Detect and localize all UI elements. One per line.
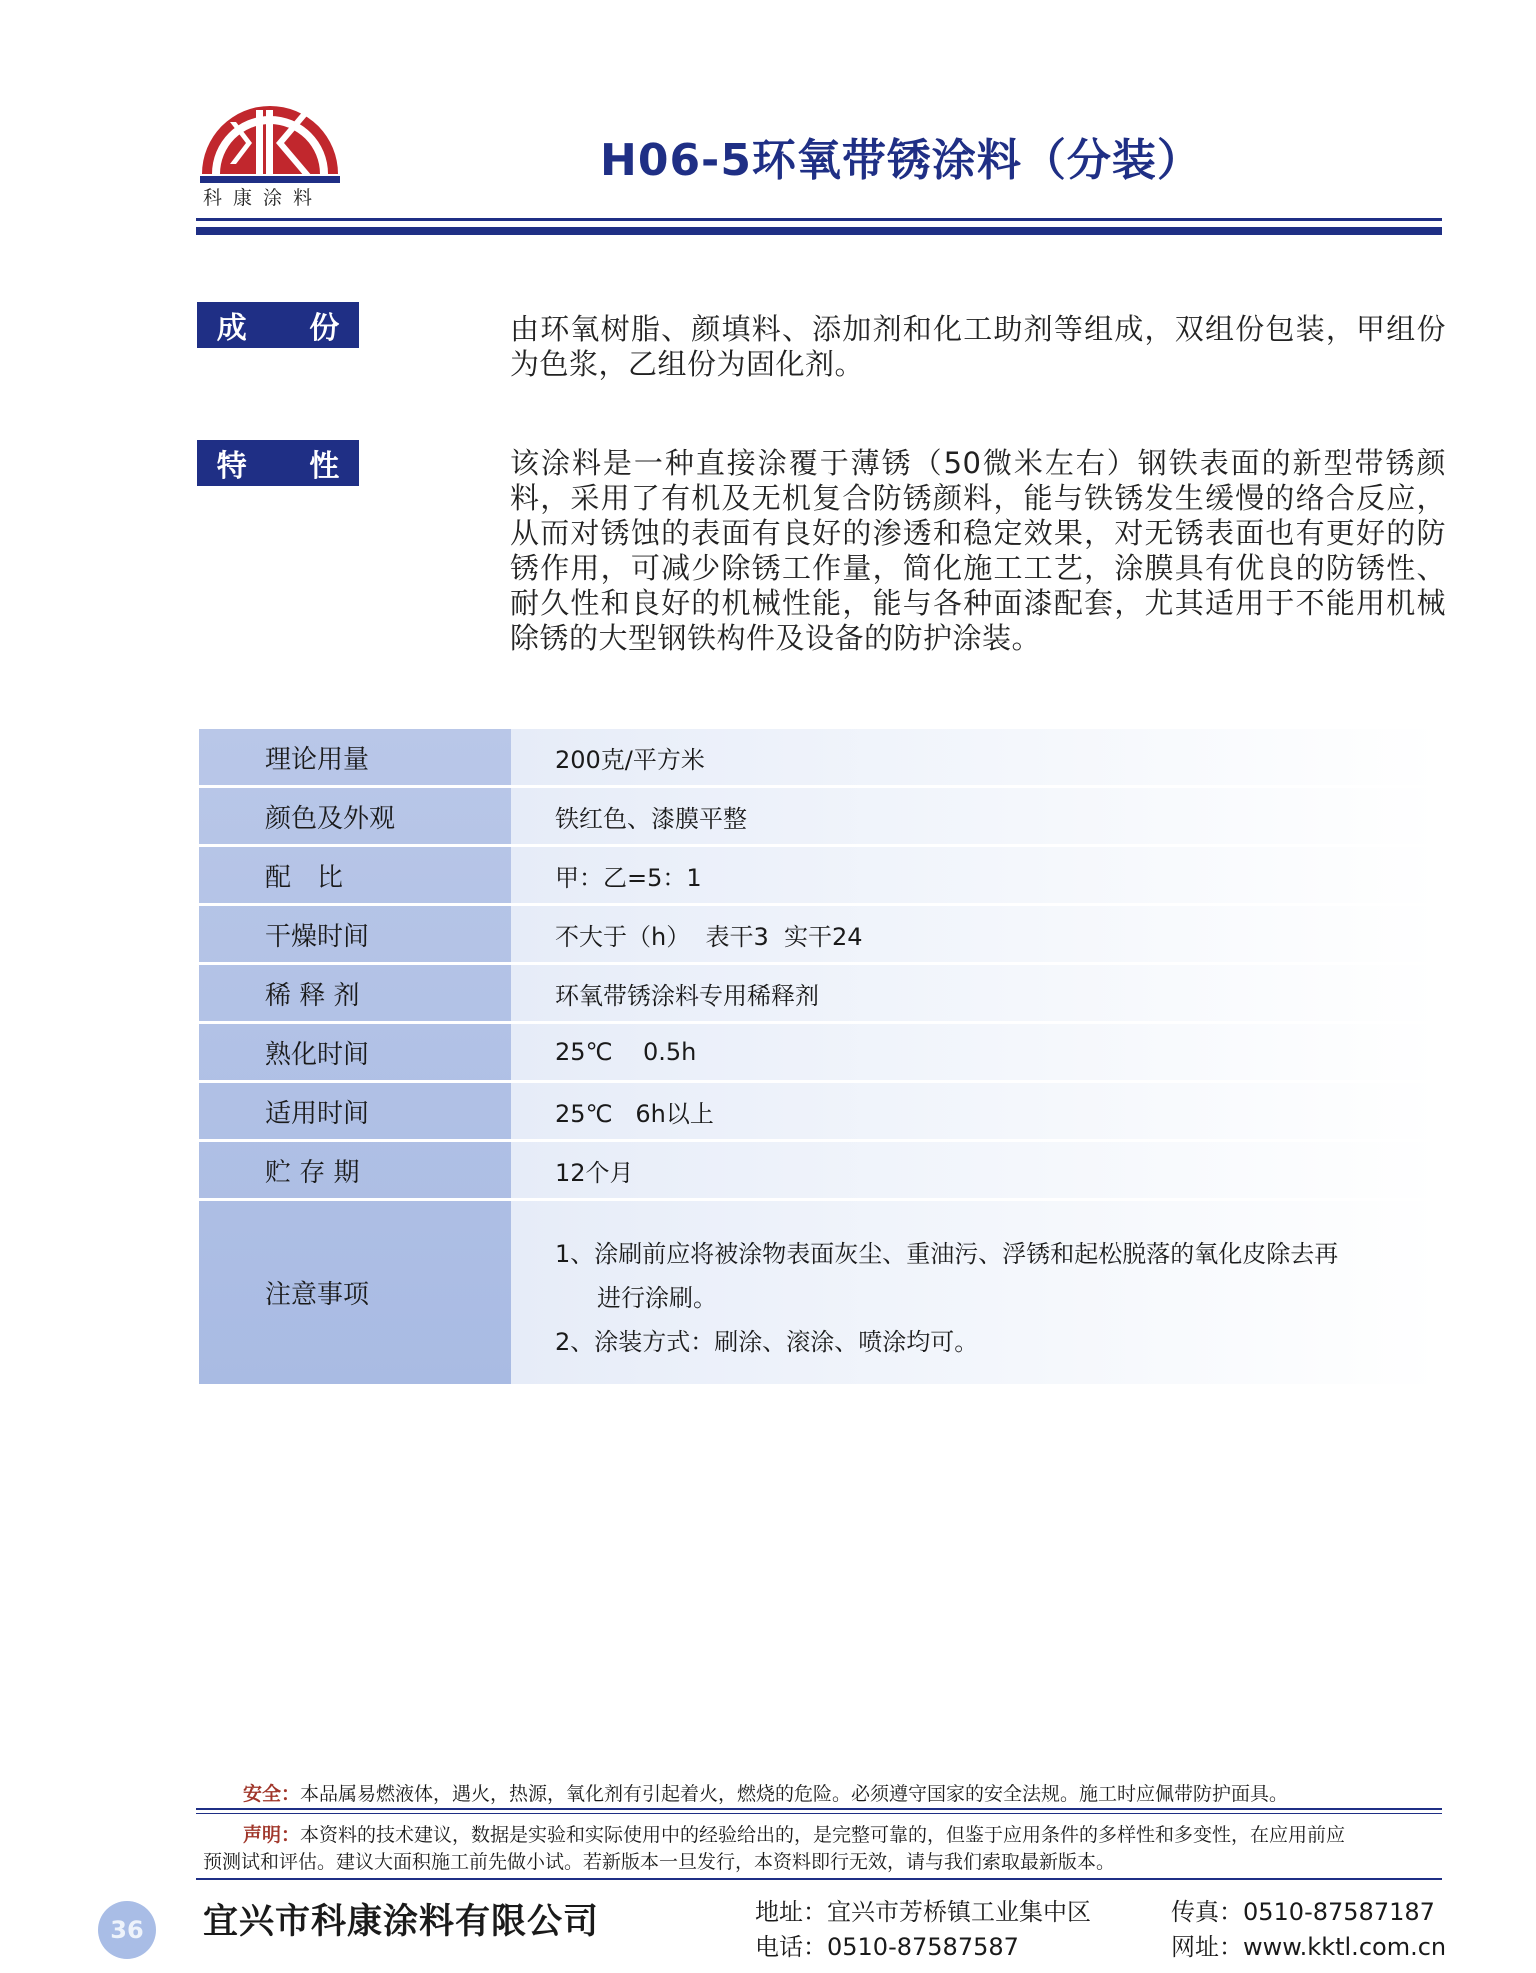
table-row <box>199 1083 1441 1142</box>
table-row <box>199 788 1441 847</box>
footer-rule <box>196 1813 1442 1814</box>
spec-key: 颜色及外观 <box>265 803 396 834</box>
spec-table <box>199 729 1441 1384</box>
spec-value: 不大于（h） 表干3 实干24 <box>555 922 863 951</box>
note-line: 2、涂装方式：刷涂、滚涂、喷涂均可。 <box>555 1328 979 1356</box>
page-number: 36 <box>98 1901 156 1959</box>
section-text-characteristics: 该涂料是一种直接涂覆于薄锈（50微米左右）钢铁表面的新型带锈颜料，采用了有机及无机复合防锈颜料，能与铁锈发生缓慢的络合反应，从而对锈蚀的表面有良好的渗透和稳定效果，对无锈表面也有更好的防锈作用，可减少除锈工作量，简化施工工艺，涂膜具有优良的防锈性、耐久性和良好的机械性能，能与各种面漆配套，尤其适用于不能用机械除锈的大型钢铁构件及设备的防护涂装。 <box>510 446 1446 655</box>
spec-key: 配 比 <box>265 862 344 893</box>
table-row <box>199 1142 1441 1201</box>
company-fax: 传真：0510-87587187 <box>1171 1898 1435 1926</box>
table-row <box>199 1024 1441 1083</box>
spec-value: 环氧带锈涂料专用稀释剂 <box>555 981 819 1010</box>
declaration-notice <box>203 1822 1441 1876</box>
safety-label: 安全： <box>243 1783 301 1805</box>
spec-key: 熟化时间 <box>265 1039 370 1070</box>
footer-rule <box>196 1808 1442 1810</box>
table-row-notes <box>199 1201 1441 1384</box>
declaration-line <box>203 1822 1441 1849</box>
header-rule-thick <box>196 227 1442 235</box>
spec-key: 注意事项 <box>265 1280 370 1310</box>
spec-value: 甲：乙=5：1 <box>555 863 702 892</box>
company-website: 网址：www.kktl.com.cn <box>1171 1933 1447 1961</box>
note-line: 进行涂刷。 <box>597 1284 717 1312</box>
company-phone: 电话：0510-87587587 <box>755 1933 1019 1961</box>
document-title: H06-5环氧带锈涂料（分装） <box>600 135 1202 186</box>
spec-key: 适用时间 <box>265 1098 370 1129</box>
spec-key: 干燥时间 <box>265 921 370 952</box>
declaration-text-2: 预测试和评估。建议大面积施工前先做小试。若新版本一旦发行，本资料即行无效，请与我们索取最新版本。 <box>203 1851 1116 1873</box>
safety-notice <box>243 1779 1288 1806</box>
company-address: 地址：宜兴市芳桥镇工业集中区 <box>755 1898 1091 1926</box>
spec-value: 25℃ 0.5h <box>555 1038 697 1066</box>
section-label-composition <box>197 302 366 348</box>
table-row <box>199 847 1441 906</box>
section-text-composition: 由环氧树脂、颜填料、添加剂和化工助剂等组成，双组份包装，甲组份为色浆，乙组份为固化剂。 <box>510 312 1446 381</box>
spec-value: 25℃ 6h以上 <box>555 1099 714 1128</box>
spec-key: 理论用量 <box>265 744 370 775</box>
table-row <box>199 729 1441 788</box>
spec-value: 12个月 <box>555 1158 634 1187</box>
spec-value: 200克/平方米 <box>555 745 705 774</box>
declaration-text-1: 本资料的技术建议，数据是实验和实际使用中的经验给出的，是完整可靠的，但鉴于应用条件的多样性和多变性，在应用前应 <box>300 1824 1346 1846</box>
spec-value: 铁红色、漆膜平整 <box>555 804 747 833</box>
logo-text: 科康涂料 <box>203 187 324 209</box>
table-row <box>199 906 1441 965</box>
note-line: 1、涂刷前应将被涂物表面灰尘、重油污、浮锈和起松脱落的氧化皮除去再 <box>555 1240 1339 1268</box>
section-label-characteristics <box>197 440 366 486</box>
section-label-text: 成 份 <box>216 311 366 346</box>
company-name: 宜兴市科康涂料有限公司 <box>203 1902 600 1942</box>
declaration-label: 声明： <box>243 1824 301 1846</box>
footer-rule <box>196 1878 1442 1880</box>
header-rule-thin <box>196 218 1442 221</box>
spec-key: 稀 释 剂 <box>265 980 360 1011</box>
safety-text: 本品属易燃液体，遇火，热源，氧化剂有引起着火，燃烧的危险。必须遵守国家的安全法规。施工时应佩带防护面具。 <box>300 1783 1289 1805</box>
section-label-text: 特 性 <box>216 449 366 484</box>
table-row <box>199 965 1441 1024</box>
spec-key: 贮 存 期 <box>265 1157 360 1188</box>
